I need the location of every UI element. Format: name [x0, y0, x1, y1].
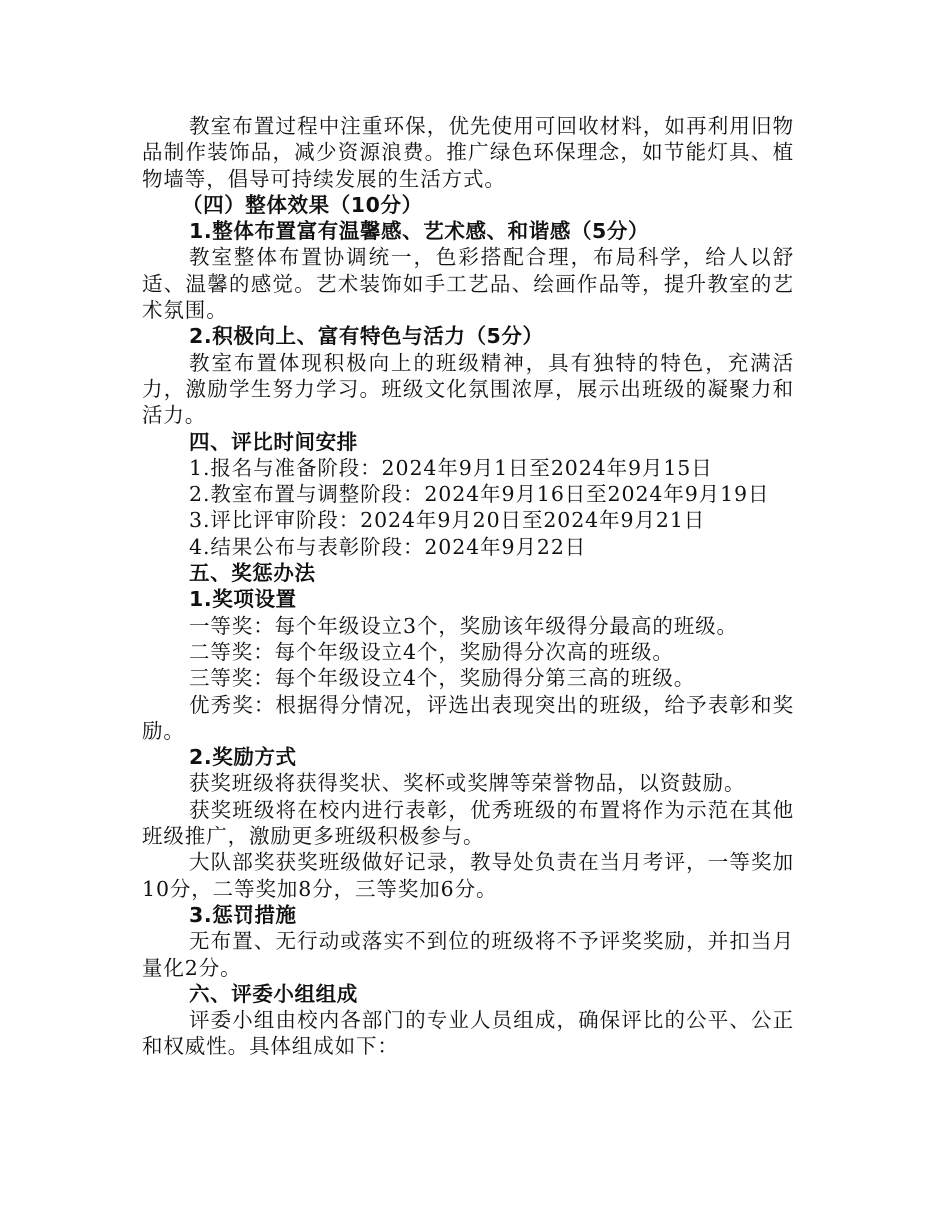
heading-schedule: 四、评比时间安排	[189, 429, 358, 454]
reward-method-3: 大队部奖获奖班级做好记录，教导处负责在当月考评，一等奖加10分，二等奖加8分，三等奖加6分。	[142, 850, 794, 901]
document-page	[142, 113, 794, 1060]
award-third: 三等奖：每个年级设立4个，奖励得分第三高的班级。	[189, 666, 696, 691]
schedule-item-2: 2.教室布置与调整阶段：2024年9月16日至2024年9月19日	[189, 482, 770, 507]
heading-reward-methods: 2.奖励方式	[189, 745, 297, 770]
schedule-item-4: 4.结果公布与表彰阶段：2024年9月22日	[189, 534, 587, 559]
penalty-paragraph: 无布置、无行动或落实不到位的班级将不予评奖奖励，并扣当月量化2分。	[142, 929, 794, 980]
heading-committee: 六、评委小组组成	[189, 981, 358, 1006]
reward-method-1: 获奖班级将获得奖状、奖杯或奖牌等荣誉物品，以资鼓励。	[189, 771, 746, 796]
award-excellence: 优秀奖：根据得分情况，评选出表现突出的班级，给予表彰和奖励。	[142, 692, 794, 743]
paragraph-warm-artistic: 教室整体布置协调统一，色彩搭配合理，布局科学，给人以舒适、温馨的感觉。艺术装饰如手工艺品、绘画作品等，提升教室的艺术氛围。	[142, 245, 794, 323]
paragraph-positive-vitality: 教室布置体现积极向上的班级精神，具有独特的特色，充满活力，激励学生努力学习。班级文化氛围浓厚，展示出班级的凝聚力和活力。	[142, 350, 794, 428]
heading-penalty: 3.惩罚措施	[189, 902, 297, 927]
paragraph-environment: 教室布置过程中注重环保，优先使用可回收材料，如再利用旧物品制作装饰品，减少资源浪费。推广绿色环保理念，如节能灯具、植物墙等，倡导可持续发展的生活方式。	[142, 114, 794, 191]
award-first: 一等奖：每个年级设立3个，奖励该年级得分最高的班级。	[189, 613, 738, 638]
heading-warm-artistic: 1.整体布置富有温馨感、艺术感、和谐感（5分）	[189, 219, 650, 244]
committee-paragraph: 评委小组由校内各部门的专业人员组成，确保评比的公平、公正和权威性。具体组成如下：	[142, 1008, 794, 1059]
heading-award-setup: 1.奖项设置	[189, 587, 297, 612]
reward-method-2: 获奖班级将在校内进行表彰，优秀班级的布置将作为示范在其他班级推广，激励更多班级积极参与。	[142, 797, 794, 849]
schedule-item-3: 3.评比评审阶段：2024年9月20日至2024年9月21日	[189, 508, 706, 533]
award-second: 二等奖：每个年级设立4个，奖励得分次高的班级。	[189, 639, 674, 664]
heading-positive-vitality: 2.积极向上、富有特色与活力（5分）	[189, 324, 544, 349]
heading-overall-effect: （四）整体效果（10分）	[182, 192, 423, 217]
heading-rewards-penalties: 五、奖惩办法	[189, 561, 316, 586]
schedule-item-1: 1.报名与准备阶段：2024年9月1日至2024年9月15日	[189, 455, 713, 480]
